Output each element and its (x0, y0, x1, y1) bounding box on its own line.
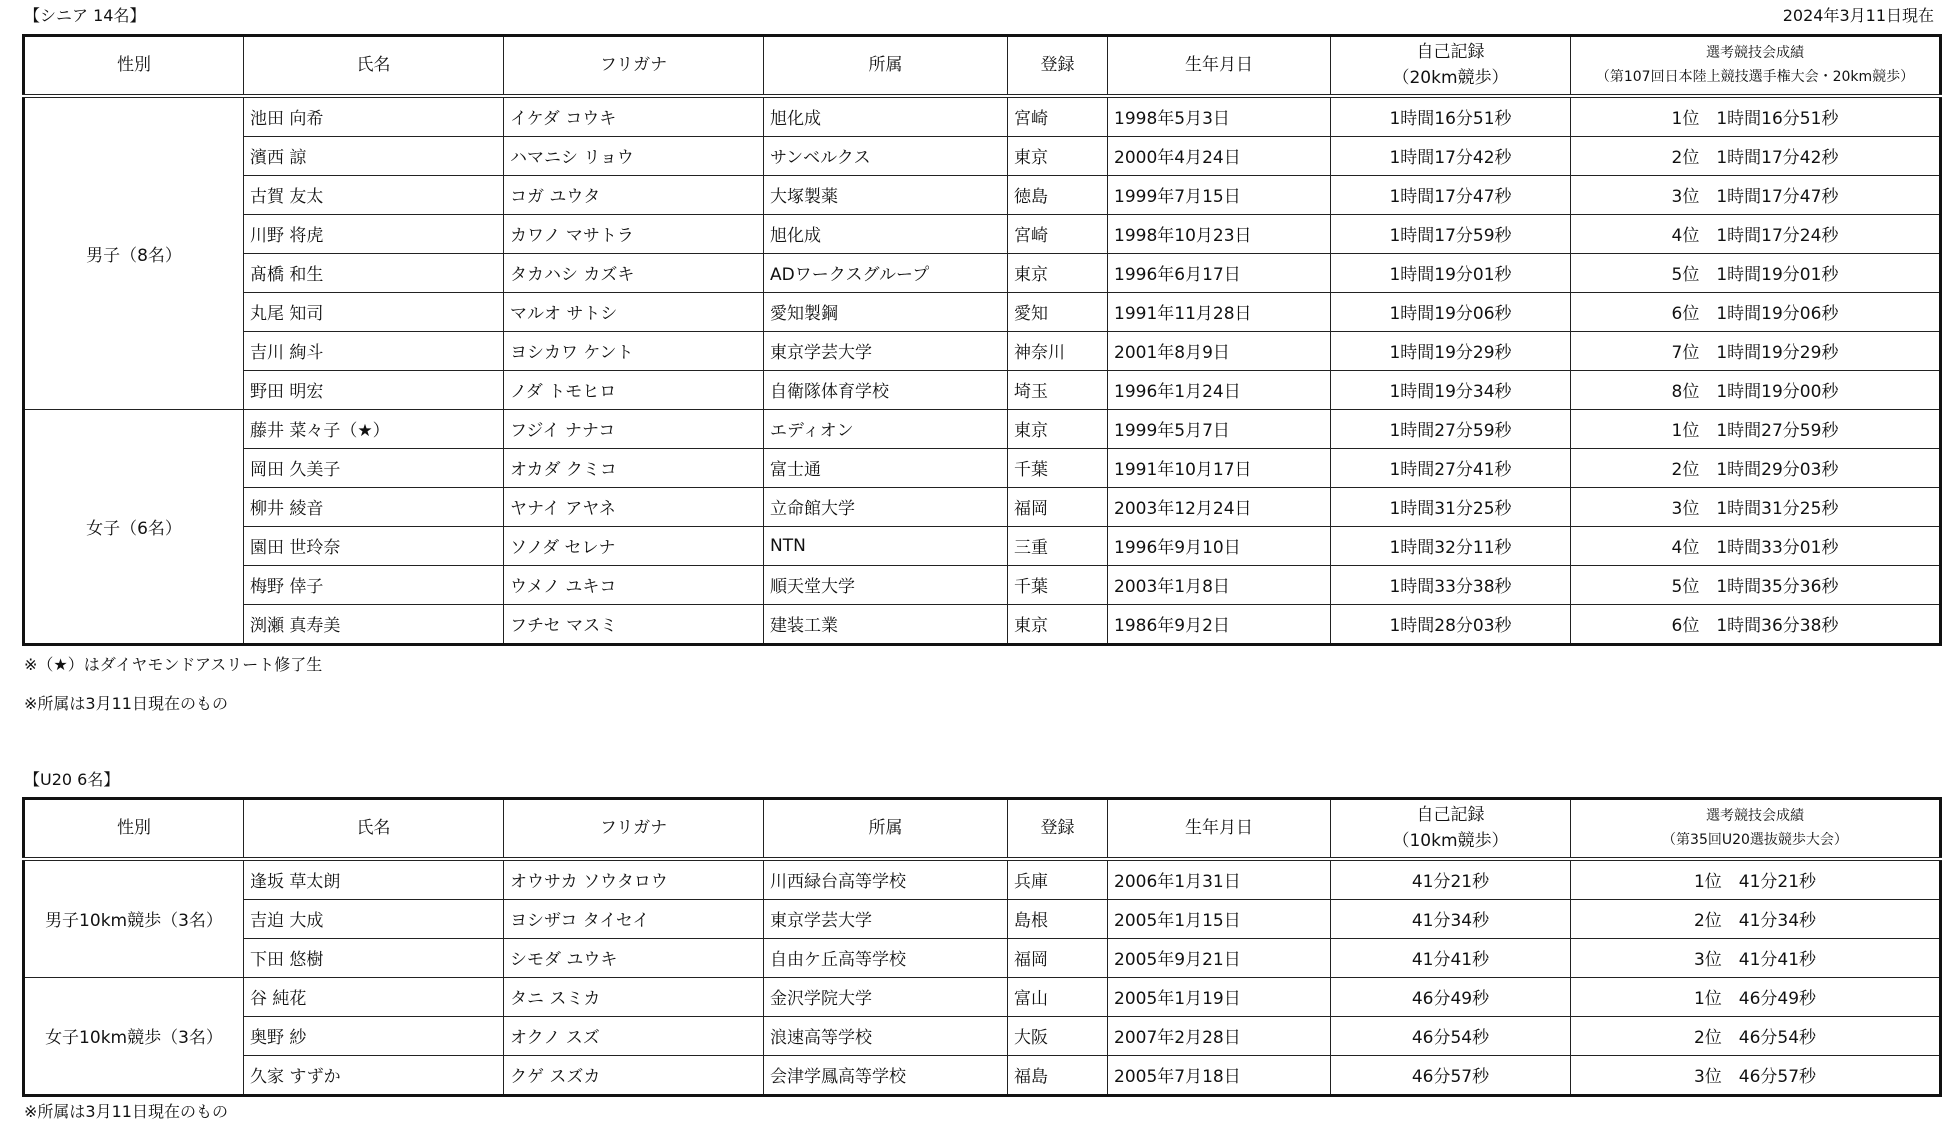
registration-cell: 東京 (1008, 409, 1108, 448)
athlete-name-cell: 藤井 菜々子（★） (244, 409, 504, 448)
senior-roster-table (22, 34, 1942, 646)
header-personal-record-title: 自己記録 (1416, 805, 1485, 826)
registration-cell: 兵庫 (1008, 859, 1108, 900)
header-selection-result-title: 選考競技会成績 (1706, 45, 1804, 62)
furigana-cell: オウサカ ソウタロウ (504, 859, 764, 900)
selection-result-cell: 4位 1時間17分24秒 (1571, 214, 1941, 253)
athlete-name-cell: 渕瀬 真寿美 (244, 604, 504, 644)
selection-result-cell: 4位 1時間33分01秒 (1571, 526, 1941, 565)
birthdate-cell: 2003年1月8日 (1108, 565, 1331, 604)
header-selection-result-event: （第107回日本陸上競技選手権大会・20km競歩） (1595, 69, 1915, 86)
birthdate-cell: 1991年10月17日 (1108, 448, 1331, 487)
birthdate-cell: 1996年1月24日 (1108, 370, 1331, 409)
header-affiliation: 所属 (764, 799, 1008, 859)
personal-record-cell: 41分34秒 (1331, 899, 1571, 938)
personal-record-cell: 46分57秒 (1331, 1055, 1571, 1095)
header-gender: 性別 (24, 799, 244, 859)
selection-result-cell: 5位 1時間35分36秒 (1571, 565, 1941, 604)
senior-section-title: 【シニア 14名】 (24, 6, 146, 25)
table-row (24, 859, 1941, 900)
senior-note-diamond: ※（★）はダイヤモンドアスリート修了生 (24, 655, 323, 674)
birthdate-cell: 2001年8月9日 (1108, 331, 1331, 370)
birthdate-cell: 1986年9月2日 (1108, 604, 1331, 644)
affiliation-cell: 会津学鳳高等学校 (764, 1055, 1008, 1095)
header-personal-record-event: （20km競歩） (1392, 68, 1509, 89)
u20-header-row (24, 799, 1941, 859)
furigana-cell: タカハシ カズキ (504, 253, 764, 292)
registration-cell: 三重 (1008, 526, 1108, 565)
furigana-cell: ハマニシ リョウ (504, 136, 764, 175)
header-personal-record (1331, 36, 1571, 96)
affiliation-cell: 順天堂大学 (764, 565, 1008, 604)
selection-result-cell: 6位 1時間36分38秒 (1571, 604, 1941, 644)
header-furigana: フリガナ (504, 36, 764, 96)
athlete-name-cell: 吉川 絢斗 (244, 331, 504, 370)
affiliation-cell: エディオン (764, 409, 1008, 448)
selection-result-cell: 3位 41分41秒 (1571, 938, 1941, 977)
athlete-name-cell: 久家 すずか (244, 1055, 504, 1095)
registration-cell: 東京 (1008, 136, 1108, 175)
u20-note-affiliation: ※所属は3月11日現在のもの (24, 1102, 228, 1121)
furigana-cell: オカダ クミコ (504, 448, 764, 487)
header-birthdate: 生年月日 (1108, 36, 1331, 96)
personal-record-cell: 41分21秒 (1331, 859, 1571, 900)
affiliation-cell: ADワークスグループ (764, 253, 1008, 292)
selection-result-cell: 8位 1時間19分00秒 (1571, 370, 1941, 409)
athlete-name-cell: 丸尾 知司 (244, 292, 504, 331)
affiliation-cell: 建装工業 (764, 604, 1008, 644)
affiliation-cell: 自由ケ丘高等学校 (764, 938, 1008, 977)
furigana-cell: クゲ スズカ (504, 1055, 764, 1095)
birthdate-cell: 2005年7月18日 (1108, 1055, 1331, 1095)
header-birthdate: 生年月日 (1108, 799, 1331, 859)
registration-cell: 徳島 (1008, 175, 1108, 214)
birthdate-cell: 2000年4月24日 (1108, 136, 1331, 175)
header-personal-record-title: 自己記録 (1416, 42, 1485, 63)
selection-result-cell: 2位 1時間17分42秒 (1571, 136, 1941, 175)
birthdate-cell: 1999年7月15日 (1108, 175, 1331, 214)
personal-record-cell: 1時間31分25秒 (1331, 487, 1571, 526)
furigana-cell: オクノ スズ (504, 1016, 764, 1055)
gender-group-cell: 女子10km競歩（3名） (24, 977, 244, 1095)
table-row (24, 604, 1941, 644)
affiliation-cell: サンベルクス (764, 136, 1008, 175)
registration-cell: 福島 (1008, 1055, 1108, 1095)
table-row (24, 1055, 1941, 1095)
table-row (24, 526, 1941, 565)
personal-record-cell: 1時間27分41秒 (1331, 448, 1571, 487)
athlete-name-cell: 川野 将虎 (244, 214, 504, 253)
registration-cell: 東京 (1008, 253, 1108, 292)
birthdate-cell: 2006年1月31日 (1108, 859, 1331, 900)
table-row (24, 448, 1941, 487)
athlete-name-cell: 柳井 綾音 (244, 487, 504, 526)
table-row (24, 899, 1941, 938)
personal-record-cell: 1時間28分03秒 (1331, 604, 1571, 644)
u20-roster-table (22, 797, 1942, 1097)
selection-result-cell: 6位 1時間19分06秒 (1571, 292, 1941, 331)
affiliation-cell: 川西緑台高等学校 (764, 859, 1008, 900)
affiliation-cell: 立命館大学 (764, 487, 1008, 526)
furigana-cell: ヤナイ アヤネ (504, 487, 764, 526)
header-selection-result (1571, 799, 1941, 859)
table-row (24, 331, 1941, 370)
registration-cell: 埼玉 (1008, 370, 1108, 409)
affiliation-cell: 愛知製鋼 (764, 292, 1008, 331)
furigana-cell: フチセ マスミ (504, 604, 764, 644)
selection-result-cell: 1位 46分49秒 (1571, 977, 1941, 1016)
table-row (24, 370, 1941, 409)
table-row (24, 292, 1941, 331)
selection-result-cell: 2位 46分54秒 (1571, 1016, 1941, 1055)
selection-result-cell: 2位 1時間29分03秒 (1571, 448, 1941, 487)
athlete-name-cell: 髙橋 和生 (244, 253, 504, 292)
header-registration: 登録 (1008, 799, 1108, 859)
furigana-cell: マルオ サトシ (504, 292, 764, 331)
personal-record-cell: 1時間19分01秒 (1331, 253, 1571, 292)
athlete-name-cell: 池田 向希 (244, 96, 504, 137)
birthdate-cell: 2005年1月15日 (1108, 899, 1331, 938)
selection-result-cell: 3位 46分57秒 (1571, 1055, 1941, 1095)
gender-group-cell: 男子（8名） (24, 96, 244, 410)
table-row (24, 977, 1941, 1016)
selection-result-cell: 3位 1時間31分25秒 (1571, 487, 1941, 526)
athlete-name-cell: 濱西 諒 (244, 136, 504, 175)
u20-table-body (24, 859, 1941, 1096)
as-of-date: 2024年3月11日現在 (1782, 6, 1934, 25)
header-name: 氏名 (244, 36, 504, 96)
table-row (24, 487, 1941, 526)
selection-result-cell: 5位 1時間19分01秒 (1571, 253, 1941, 292)
athlete-name-cell: 奥野 紗 (244, 1016, 504, 1055)
senior-header-row (24, 36, 1941, 96)
furigana-cell: コガ ユウタ (504, 175, 764, 214)
registration-cell: 富山 (1008, 977, 1108, 1016)
athlete-name-cell: 野田 明宏 (244, 370, 504, 409)
senior-note-affiliation: ※所属は3月11日現在のもの (24, 694, 228, 713)
affiliation-cell: 大塚製薬 (764, 175, 1008, 214)
birthdate-cell: 1996年6月17日 (1108, 253, 1331, 292)
athlete-name-cell: 谷 純花 (244, 977, 504, 1016)
athlete-name-cell: 逢坂 草太朗 (244, 859, 504, 900)
table-row (24, 96, 1941, 137)
selection-result-cell: 2位 41分34秒 (1571, 899, 1941, 938)
registration-cell: 大阪 (1008, 1016, 1108, 1055)
header-registration: 登録 (1008, 36, 1108, 96)
personal-record-cell: 1時間33分38秒 (1331, 565, 1571, 604)
personal-record-cell: 41分41秒 (1331, 938, 1571, 977)
personal-record-cell: 1時間17分47秒 (1331, 175, 1571, 214)
furigana-cell: シモダ ユウキ (504, 938, 764, 977)
furigana-cell: ソノダ セレナ (504, 526, 764, 565)
furigana-cell: ウメノ ユキコ (504, 565, 764, 604)
registration-cell: 福岡 (1008, 938, 1108, 977)
header-personal-record (1331, 799, 1571, 859)
birthdate-cell: 2005年1月19日 (1108, 977, 1331, 1016)
registration-cell: 神奈川 (1008, 331, 1108, 370)
registration-cell: 福岡 (1008, 487, 1108, 526)
birthdate-cell: 2005年9月21日 (1108, 938, 1331, 977)
table-row (24, 1016, 1941, 1055)
furigana-cell: カワノ マサトラ (504, 214, 764, 253)
u20-section-title: 【U20 6名】 (24, 770, 120, 789)
furigana-cell: イケダ コウキ (504, 96, 764, 137)
header-selection-result-title: 選考競技会成績 (1706, 808, 1804, 825)
table-row (24, 175, 1941, 214)
header-selection-result-event: （第35回U20選抜競歩大会） (1662, 832, 1848, 849)
table-row (24, 409, 1941, 448)
birthdate-cell: 1998年10月23日 (1108, 214, 1331, 253)
selection-result-cell: 1位 41分21秒 (1571, 859, 1941, 900)
registration-cell: 千葉 (1008, 448, 1108, 487)
personal-record-cell: 1時間19分29秒 (1331, 331, 1571, 370)
affiliation-cell: 旭化成 (764, 96, 1008, 137)
furigana-cell: フジイ ナナコ (504, 409, 764, 448)
table-row (24, 136, 1941, 175)
affiliation-cell: 東京学芸大学 (764, 331, 1008, 370)
personal-record-cell: 1時間16分51秒 (1331, 96, 1571, 137)
personal-record-cell: 1時間19分06秒 (1331, 292, 1571, 331)
personal-record-cell: 1時間19分34秒 (1331, 370, 1571, 409)
selection-result-cell: 7位 1時間19分29秒 (1571, 331, 1941, 370)
personal-record-cell: 1時間17分59秒 (1331, 214, 1571, 253)
furigana-cell: ヨシザコ タイセイ (504, 899, 764, 938)
selection-result-cell: 1位 1時間27分59秒 (1571, 409, 1941, 448)
table-row (24, 565, 1941, 604)
furigana-cell: ノダ トモヒロ (504, 370, 764, 409)
athlete-name-cell: 古賀 友太 (244, 175, 504, 214)
personal-record-cell: 46分49秒 (1331, 977, 1571, 1016)
table-row (24, 214, 1941, 253)
birthdate-cell: 2003年12月24日 (1108, 487, 1331, 526)
athlete-name-cell: 吉迫 大成 (244, 899, 504, 938)
registration-cell: 愛知 (1008, 292, 1108, 331)
header-furigana: フリガナ (504, 799, 764, 859)
affiliation-cell: 浪速高等学校 (764, 1016, 1008, 1055)
furigana-cell: ヨシカワ ケント (504, 331, 764, 370)
registration-cell: 宮崎 (1008, 214, 1108, 253)
personal-record-cell: 1時間32分11秒 (1331, 526, 1571, 565)
birthdate-cell: 1991年11月28日 (1108, 292, 1331, 331)
affiliation-cell: 旭化成 (764, 214, 1008, 253)
table-row (24, 938, 1941, 977)
header-affiliation: 所属 (764, 36, 1008, 96)
athlete-name-cell: 下田 悠樹 (244, 938, 504, 977)
registration-cell: 島根 (1008, 899, 1108, 938)
personal-record-cell: 1時間17分42秒 (1331, 136, 1571, 175)
furigana-cell: タニ スミカ (504, 977, 764, 1016)
personal-record-cell: 46分54秒 (1331, 1016, 1571, 1055)
birthdate-cell: 1998年5月3日 (1108, 96, 1331, 137)
gender-group-cell: 女子（6名） (24, 409, 244, 644)
selection-result-cell: 1位 1時間16分51秒 (1571, 96, 1941, 137)
athlete-name-cell: 梅野 倖子 (244, 565, 504, 604)
affiliation-cell: 東京学芸大学 (764, 899, 1008, 938)
birthdate-cell: 2007年2月28日 (1108, 1016, 1331, 1055)
athlete-name-cell: 園田 世玲奈 (244, 526, 504, 565)
affiliation-cell: NTN (764, 526, 1008, 565)
header-gender: 性別 (24, 36, 244, 96)
table-row (24, 253, 1941, 292)
header-personal-record-event: （10km競歩） (1392, 831, 1509, 852)
birthdate-cell: 1999年5月7日 (1108, 409, 1331, 448)
gender-group-cell: 男子10km競歩（3名） (24, 859, 244, 978)
senior-table-body (24, 96, 1941, 645)
header-selection-result (1571, 36, 1941, 96)
athlete-name-cell: 岡田 久美子 (244, 448, 504, 487)
registration-cell: 千葉 (1008, 565, 1108, 604)
header-name: 氏名 (244, 799, 504, 859)
selection-result-cell: 3位 1時間17分47秒 (1571, 175, 1941, 214)
registration-cell: 東京 (1008, 604, 1108, 644)
affiliation-cell: 金沢学院大学 (764, 977, 1008, 1016)
affiliation-cell: 富士通 (764, 448, 1008, 487)
affiliation-cell: 自衛隊体育学校 (764, 370, 1008, 409)
personal-record-cell: 1時間27分59秒 (1331, 409, 1571, 448)
birthdate-cell: 1996年9月10日 (1108, 526, 1331, 565)
registration-cell: 宮崎 (1008, 96, 1108, 137)
